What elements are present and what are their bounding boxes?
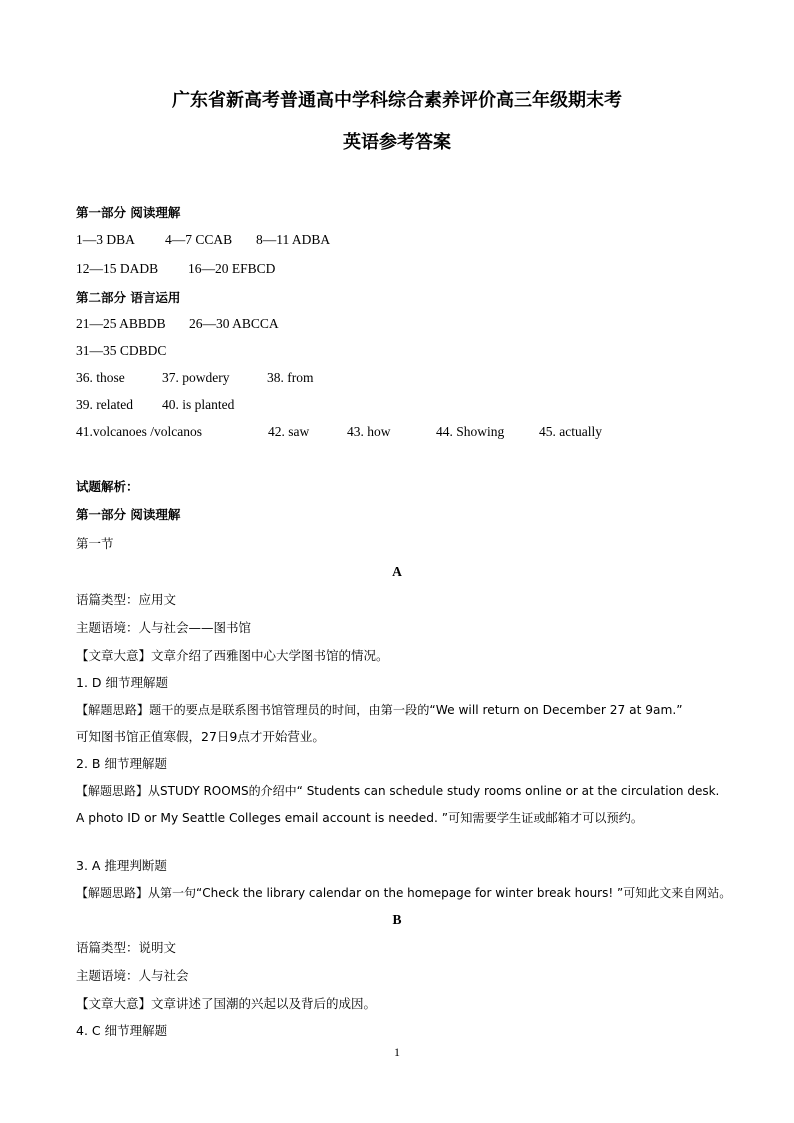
answer-item: 45. actually	[539, 424, 602, 439]
answer-item: 38. from	[267, 370, 314, 385]
analysis-heading: 试题解析：	[76, 479, 139, 494]
page-number: 1	[394, 1045, 400, 1059]
answer-item: 21—25 ABBDB	[76, 316, 166, 331]
question-explanation: A photo ID or My Seattle Colleges email account is needed. ”可知需要学生证或邮箱才可以预约。	[76, 811, 644, 825]
answer-item: 42. saw	[268, 424, 310, 439]
passage-b-letter: B	[392, 912, 402, 927]
answers-part2-heading: 第二部分 语言运用	[76, 290, 181, 305]
question-title: 3. A 推理判断题	[76, 858, 167, 873]
answer-item: 1—3 DBA	[76, 232, 135, 247]
question-explanation: 可知图书馆正值寒假，27日9点才开始营业。	[76, 729, 325, 744]
passage-context: 主题语境：人与社会——图书馆	[76, 620, 252, 635]
passage-type: 语篇类型：应用文	[76, 592, 177, 607]
answer-item: 39. related	[76, 397, 133, 412]
passage-a-letter: A	[392, 564, 402, 579]
document-title: 广东省新高考普通高中学科综合素养评价高三年级期末考	[172, 90, 622, 111]
analysis-part1-heading: 第一部分 阅读理解	[76, 507, 181, 522]
document-subtitle: 英语参考答案	[343, 132, 451, 153]
answer-item: 41.volcanoes /volcanos	[76, 424, 202, 439]
question-title: 2. B 细节理解题	[76, 756, 167, 771]
answer-item: 8—11 ADBA	[256, 232, 331, 247]
answer-item: 16—20 EFBCD	[188, 261, 276, 276]
question-explanation: 【解题思路】从第一句“Check the library calendar on the homepage for winter break hours! ”可知此文来自网站。	[76, 886, 732, 900]
answers-part1-heading: 第一部分 阅读理解	[76, 205, 181, 220]
question-title: 4. C 细节理解题	[76, 1023, 168, 1038]
answer-item: 43. how	[347, 424, 391, 439]
answer-item: 12—15 DADB	[76, 261, 159, 276]
question-title: 1. D 细节理解题	[76, 675, 168, 690]
answer-item: 37. powdery	[162, 370, 230, 385]
question-explanation: 【解题思路】从STUDY ROOMS的介绍中“ Students can schedule study rooms online or at the circulation desk.	[76, 784, 720, 798]
answer-item: 26—30 ABCCA	[189, 316, 279, 331]
passage-summary: 【文章大意】文章讲述了国潮的兴起以及背后的成因。	[76, 996, 377, 1011]
question-explanation: 【解题思路】题干的要点是联系图书馆管理员的时间，由第一段的“We will return on December 27 at 9am.”	[76, 703, 683, 717]
passage-summary: 【文章大意】文章介绍了西雅图中心大学图书馆的情况。	[76, 648, 389, 663]
passage-context: 主题语境：人与社会	[76, 968, 189, 983]
answer-item: 40. is planted	[162, 397, 235, 412]
answer-item: 31—35 CDBDC	[76, 343, 167, 358]
section-label: 第一节	[76, 536, 114, 551]
answer-item: 4—7 CCAB	[165, 232, 233, 247]
passage-type: 语篇类型：说明文	[76, 940, 177, 955]
answer-item: 44. Showing	[436, 424, 505, 439]
answer-item: 36. those	[76, 370, 125, 385]
